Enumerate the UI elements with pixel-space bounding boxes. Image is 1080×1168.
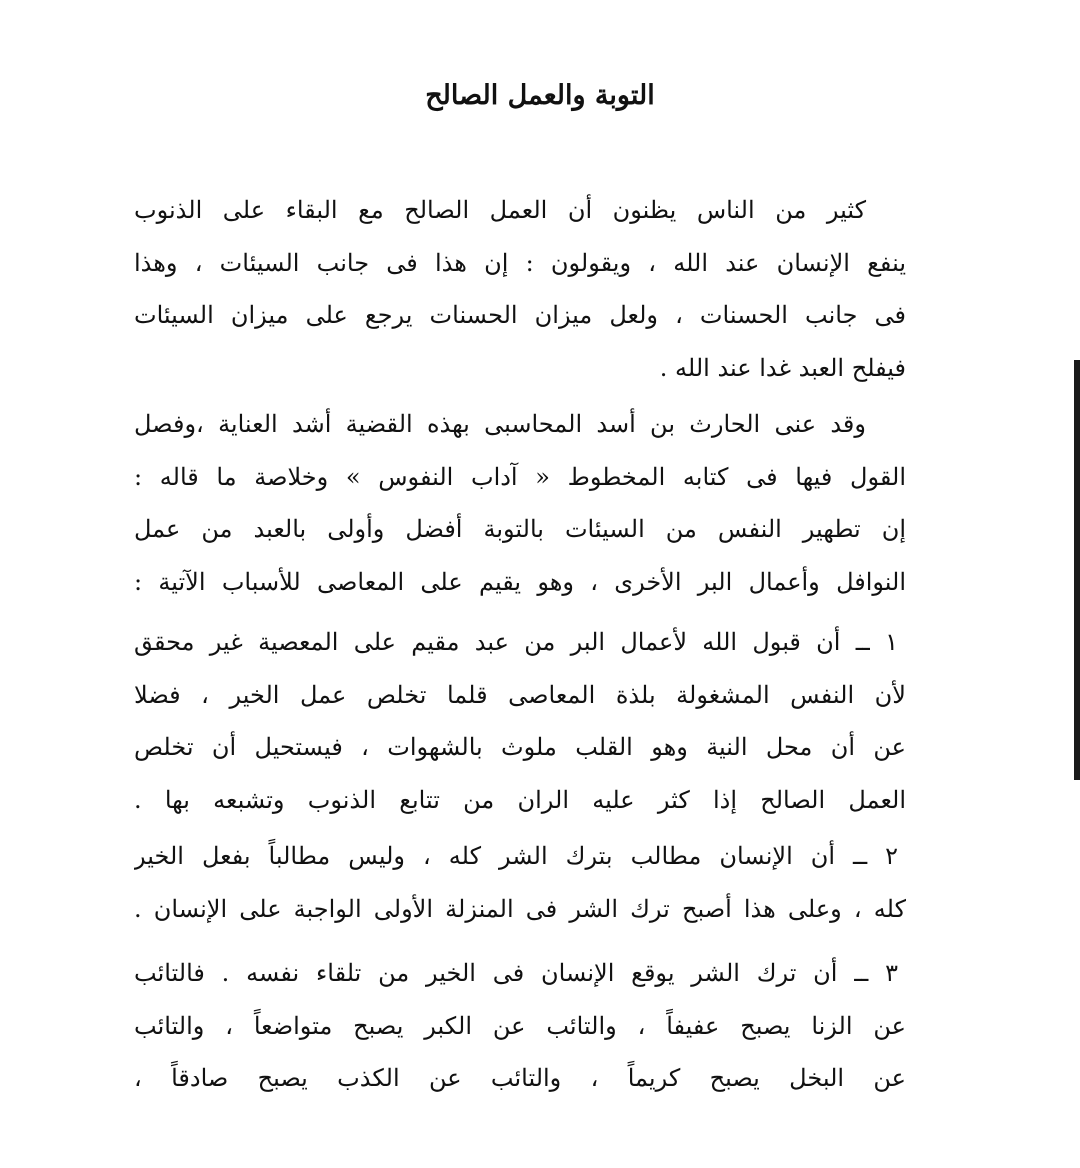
text-line: ينفع الإنسان عند الله ، ويقولون : إن هذا فى جانب السيئات ، وهذا <box>134 248 906 277</box>
page-title: التوبة والعمل الصالح <box>425 80 655 111</box>
text-line: النوافل وأعمال البر الأخرى ، وهو يقيم على المعاصى للأسباب الآتية : <box>134 567 906 596</box>
text-line: وقد عنى الحارث بن أسد المحاسبى بهذه القضية أشد العناية ،وفصل <box>134 410 866 438</box>
text-line: القول فيها فى كتابه المخطوط « آداب النفوس » وخلاصة ما قاله : <box>134 462 906 491</box>
list-item-2 <box>134 830 906 935</box>
text-line: كله ، وعلى هذا أصبح ترك الشر فى المنزلة الأولى الواجبة على الإنسان . <box>134 894 906 923</box>
text-line: عن البخل يصبح كريماً ، والتائب عن الكذب يصبح صادقاً ، <box>134 1064 906 1092</box>
page-edge-mark <box>1074 360 1080 780</box>
text-line: ١ ــ أن قبول الله لأعمال البر من عبد مقيم على المعصية غير محقق <box>134 628 898 656</box>
text-line: عن أن محل النية وهو القلب ملوث بالشهوات ، فيستحيل أن تخلص <box>134 733 906 761</box>
text-line: إن تطهير النفس من السيئات بالتوبة أفضل وأولى بالعبد من عمل <box>134 515 906 543</box>
text-line: كثير من الناس يظنون أن العمل الصالح مع البقاء على الذنوب <box>134 196 866 224</box>
text-line: ٣ ــ أن ترك الشر يوقع الإنسان فى الخير من تلقاء نفسه . فالتائب <box>134 959 898 987</box>
list-item-1 <box>134 616 906 826</box>
text-line: فيفلح العبد غدا عند الله . <box>659 353 906 382</box>
text-line: عن الزنا يصبح عفيفاً ، والتائب عن الكبر يصبح متواضعاً ، والتائب <box>134 1011 906 1040</box>
paragraph-1 <box>134 184 906 394</box>
paragraph-2 <box>134 398 906 608</box>
text-line: فى جانب الحسنات ، ولعل ميزان الحسنات يرجع على ميزان السيئات <box>134 301 906 329</box>
text-line: العمل الصالح إذا كثر عليه الران من تتابع الذنوب وتشبعه بها . <box>134 785 906 814</box>
text-line: ٢ ــ أن الإنسان مطالب بترك الشر كله ، وليس مطالباً بفعل الخير <box>134 842 898 870</box>
text-line: لأن النفس المشغولة بلذة المعاصى قلما تخلص عمل الخير ، فضلا <box>134 680 906 709</box>
list-item-3 <box>134 947 906 1105</box>
